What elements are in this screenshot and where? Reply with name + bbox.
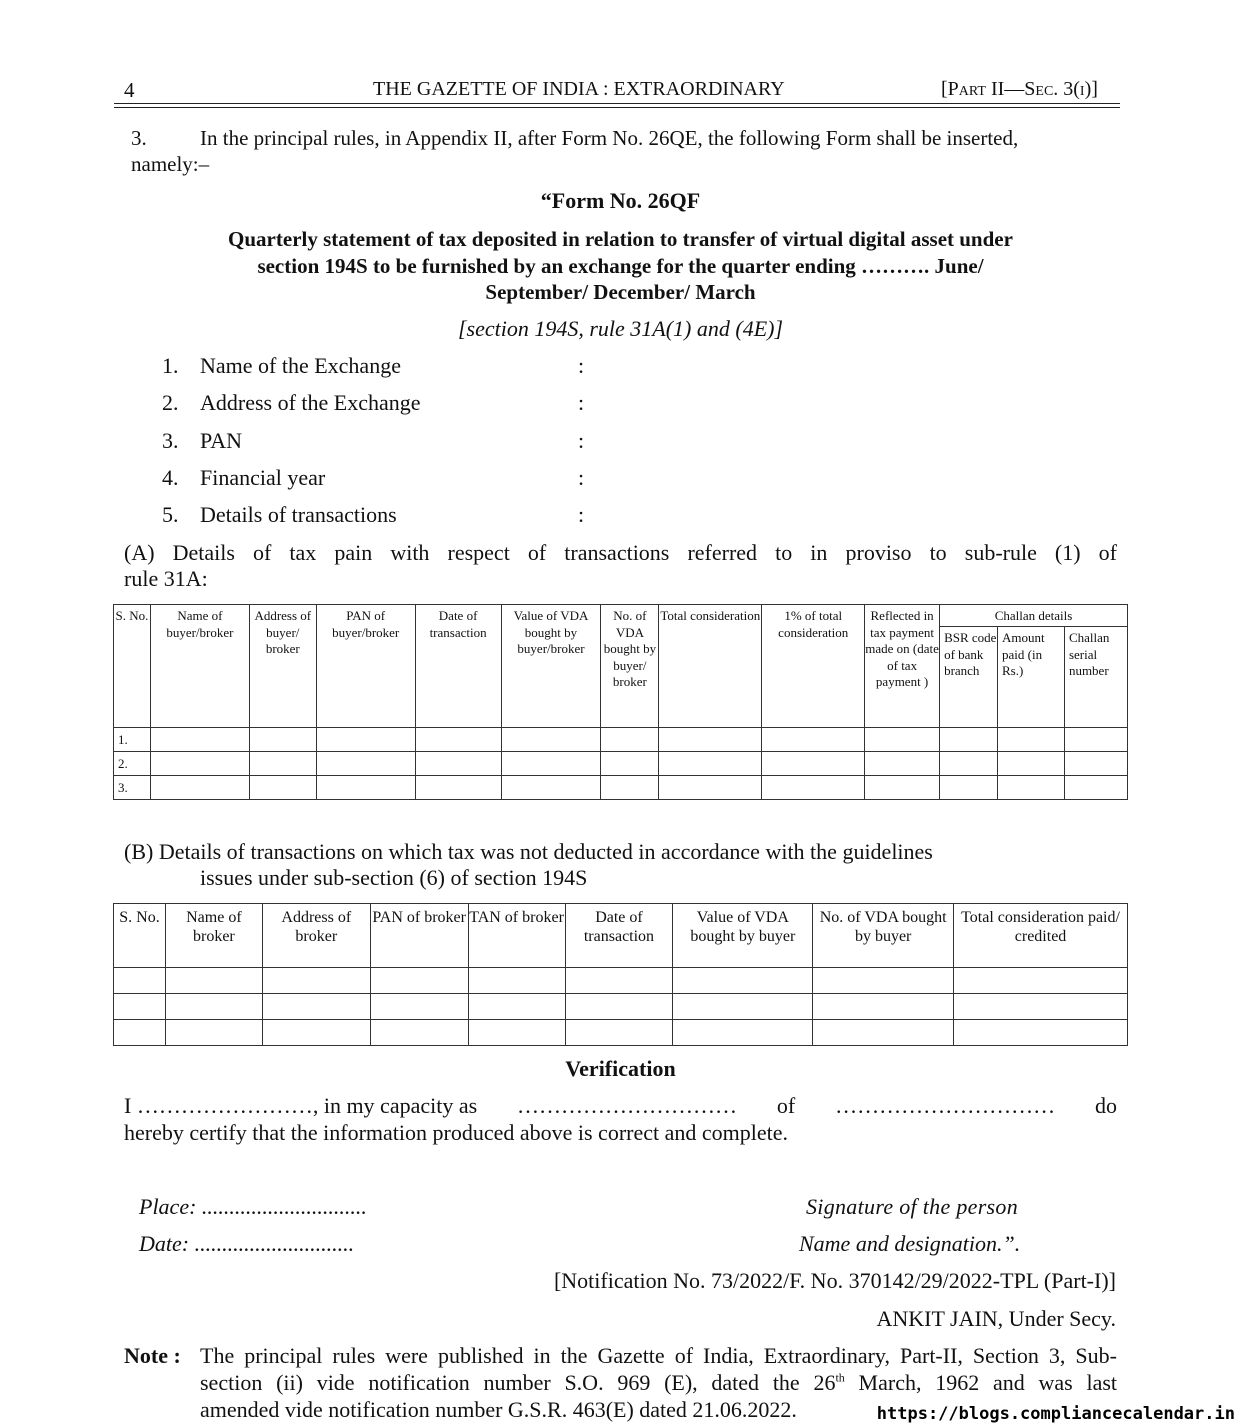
intro-text-line1: In the principal rules, in Appendix II, after Form No. 26QE, the following Form shall be inserted, bbox=[200, 126, 1019, 150]
col-header-address: Address of buyer/ broker bbox=[249, 605, 316, 728]
verification-line1-part3: of bbox=[776, 1093, 796, 1118]
table-row bbox=[114, 994, 1128, 1020]
notification-reference: [Notification No. 73/2022/F. No. 370142/29/2022-TPL (Part-I)] bbox=[553, 1268, 1116, 1293]
col-header-address: Address of broker bbox=[262, 904, 370, 968]
verification-line2: hereby certify that the information produced above is correct and complete. bbox=[124, 1120, 789, 1145]
table-row bbox=[114, 1020, 1128, 1046]
form-item-exchange-address bbox=[162, 390, 584, 416]
form-item-exchange-name bbox=[162, 353, 584, 379]
note-line2-start: section (ii) vide notification number S.O. 969 (E), dated the 26 bbox=[200, 1370, 836, 1395]
col-header-date: Date of transaction bbox=[415, 605, 501, 728]
col-header-total: Total consideration bbox=[659, 605, 762, 728]
form-heading-line1: Quarterly statement of tax deposited in relation to transfer of virtual digital asset under bbox=[228, 227, 1013, 251]
gazette-title: THE GAZETTE OF INDIA : EXTRAORDINARY bbox=[373, 78, 785, 100]
page-number: 4 bbox=[124, 78, 135, 102]
item-number: 3. bbox=[162, 428, 179, 453]
verification-line1-part4: ………………………… bbox=[835, 1093, 1056, 1118]
col-header-sno: S. No. bbox=[114, 605, 151, 728]
intro-number: 3. bbox=[131, 126, 147, 150]
item-number: 2. bbox=[162, 390, 179, 415]
table-row bbox=[114, 968, 1128, 994]
item-label: Details of transactions bbox=[200, 502, 397, 527]
note-line2-superscript: th bbox=[835, 1370, 845, 1385]
form-title: “Form No. 26QF bbox=[540, 188, 701, 213]
note-line2-end: March, 1962 and was last bbox=[844, 1370, 1118, 1395]
note-label: Note : bbox=[124, 1343, 181, 1368]
col-header-pan: PAN of buyer/broker bbox=[316, 605, 415, 728]
col-header-reflected: Reflected in tax payment made on (date of tax payment ) bbox=[865, 605, 940, 728]
item-colon: : bbox=[578, 353, 585, 378]
col-header-value: Value of VDA bought by buyer bbox=[673, 904, 813, 968]
item-label: PAN bbox=[200, 428, 242, 453]
item-colon: : bbox=[578, 390, 585, 415]
verification-title: Verification bbox=[565, 1056, 676, 1081]
col-header-sno: S. No. bbox=[114, 904, 166, 968]
col-header-no-vda: No. of VDA bought by buyer bbox=[813, 904, 954, 968]
item-label: Name of the Exchange bbox=[200, 353, 401, 378]
table-row bbox=[114, 728, 1128, 752]
item-number: 4. bbox=[162, 465, 179, 490]
form-item-transactions bbox=[162, 502, 584, 528]
part-label: [Part II—Sec. 3(i)] bbox=[941, 78, 1098, 100]
table-row bbox=[114, 752, 1128, 776]
row-number: 1. bbox=[114, 728, 151, 752]
verification-line1-part2: ………………………… bbox=[517, 1093, 738, 1118]
form-heading-line3: September/ December/ March bbox=[485, 280, 756, 304]
col-header-date: Date of transaction bbox=[565, 904, 673, 968]
place-field: Place: .............................. bbox=[139, 1194, 367, 1219]
item-number: 1. bbox=[162, 353, 179, 378]
col-header-value: Value of VDA bought by buyer/broker bbox=[501, 605, 601, 728]
section-b-table bbox=[113, 903, 1128, 1046]
col-header-serial: Challan serial number bbox=[1064, 627, 1127, 728]
name-designation-label: Name and designation.”. bbox=[799, 1231, 1021, 1256]
item-colon: : bbox=[578, 465, 585, 490]
form-heading-line2: section 194S to be furnished by an exchange for the quarter ending ………. June/ bbox=[257, 254, 984, 278]
col-header-name: Name of buyer/broker bbox=[150, 605, 249, 728]
signature-label: Signature of the person bbox=[806, 1194, 1019, 1219]
col-header-pan: PAN of broker bbox=[370, 904, 468, 968]
note-line2 bbox=[200, 1370, 1117, 1396]
row-number: 2. bbox=[114, 752, 151, 776]
col-header-challan: Challan details bbox=[940, 605, 1128, 627]
col-header-tan: TAN of broker bbox=[468, 904, 565, 968]
header-rule-bottom bbox=[114, 107, 1120, 108]
item-label: Address of the Exchange bbox=[200, 390, 421, 415]
col-header-no-vda: No. of VDA bought by buyer/ broker bbox=[601, 605, 659, 728]
item-colon: : bbox=[578, 428, 585, 453]
form-item-pan bbox=[162, 428, 584, 454]
col-header-name: Name of broker bbox=[165, 904, 262, 968]
item-label: Financial year bbox=[200, 465, 326, 490]
intro-text-line2: namely:– bbox=[131, 152, 210, 176]
row-number: 3. bbox=[114, 776, 151, 800]
col-header-total: Total consideration paid/ credited bbox=[954, 904, 1128, 968]
section-a-table bbox=[113, 604, 1128, 800]
form-item-financial-year bbox=[162, 465, 584, 491]
col-header-bsr: BSR code of bank branch bbox=[940, 627, 998, 728]
note-line1: The principal rules were published in the Gazette of India, Extraordinary, Part-II, Section 3, Sub- bbox=[200, 1343, 1117, 1368]
section-b-line2: issues under sub-section (6) of section 194S bbox=[200, 865, 588, 890]
item-colon: : bbox=[578, 502, 585, 527]
source-watermark: https://blogs.compliancecalendar.in bbox=[876, 1404, 1235, 1424]
col-header-amount: Amount paid (in Rs.) bbox=[998, 627, 1065, 728]
section-a-line1: (A) Details of tax pain with respect of transactions referred to in proviso to sub-rule (1) of bbox=[124, 540, 1117, 565]
signatory: ANKIT JAIN, Under Secy. bbox=[876, 1306, 1116, 1331]
form-reference: [section 194S, rule 31A(1) and (4E)] bbox=[457, 316, 784, 341]
note-line3: amended vide notification number G.S.R. 463(E) dated 21.06.2022. bbox=[200, 1397, 797, 1422]
item-number: 5. bbox=[162, 502, 179, 527]
section-b-line1: (B) Details of transactions on which tax was not deducted in accordance with the guidelines bbox=[124, 839, 933, 864]
header-rule-top bbox=[114, 103, 1120, 104]
verification-line1 bbox=[124, 1093, 1117, 1119]
section-a-line2: rule 31A: bbox=[124, 566, 208, 591]
date-field: Date: ............................. bbox=[139, 1231, 355, 1256]
verification-line1-part5: do bbox=[1095, 1093, 1117, 1118]
col-header-one-percent: 1% of total consideration bbox=[762, 605, 865, 728]
verification-line1-part1: I ……………………, in my capacity as bbox=[124, 1093, 478, 1118]
table-row bbox=[114, 776, 1128, 800]
